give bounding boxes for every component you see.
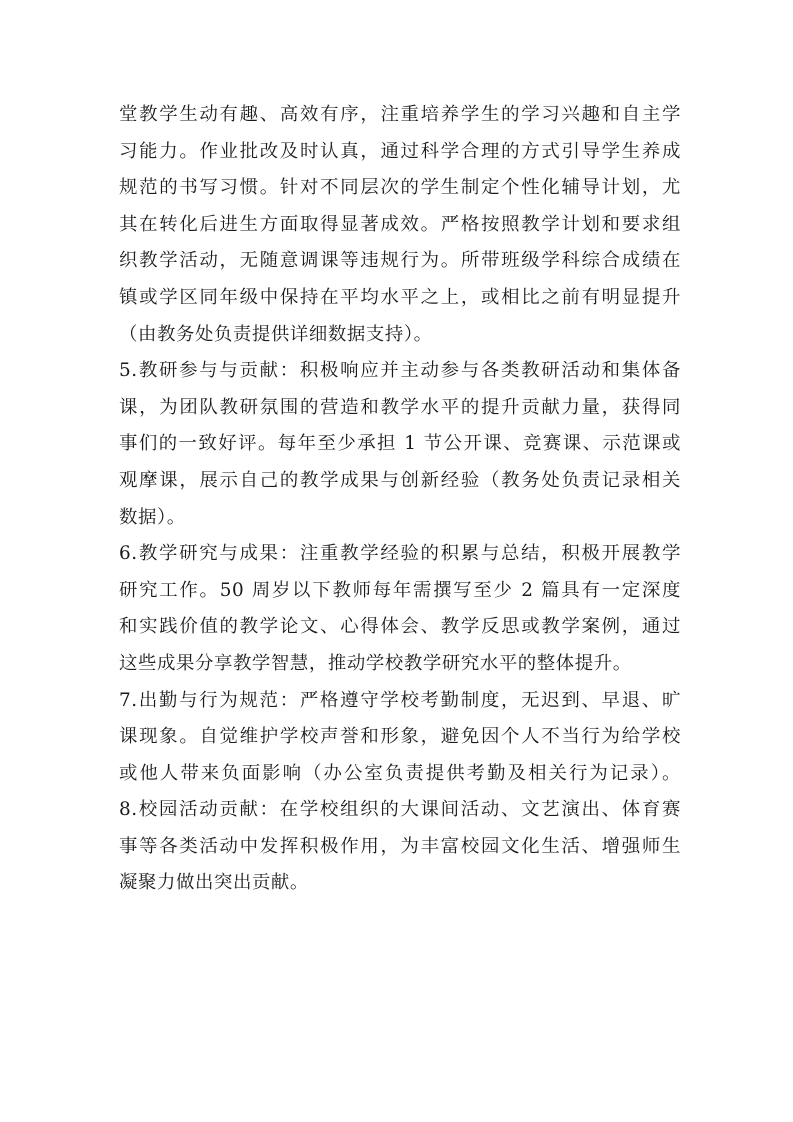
text-line: 和实践价值的教学论文、心得体会、教学反思或教学案例，通过 (119, 616, 681, 638)
text-line: 其在转化后进生方面取得显著成效。严格按照教学计划和要求组 (119, 213, 681, 235)
text-line: 课，为团队教研氛围的营造和教学水平的提升贡献力量，获得同 (119, 396, 681, 418)
text-line: 这些成果分享教学智慧，推动学校教学研究水平的整体提升。 (119, 652, 632, 674)
text-line: 事们的一致好评。每年至少承担 1 节公开课、竞赛课、示范课或 (119, 433, 681, 455)
text-line: 课现象。自觉维护学校声誉和形象，避免因个人不当行为给学校 (119, 726, 681, 748)
text-line: 观摩课，展示自己的教学成果与创新经验（教务处负责记录相关 (119, 469, 681, 491)
text-line: 凝聚力做出突出贡献。 (119, 872, 309, 894)
section-5-heading-line: 5.教研参与与贡献：积极响应并主动参与各类教研活动和集体备 (119, 360, 681, 382)
text-line: 堂教学生动有趣、高效有序，注重培养学生的学习兴趣和自主学 (119, 104, 681, 125)
text-line: （由教务处负责提供详细数据支持）。 (119, 323, 433, 345)
section-8-heading-line: 8.校园活动贡献：在学校组织的大课间活动、文艺演出、体育赛 (119, 799, 681, 821)
text-line: 数据）。 (119, 506, 186, 528)
text-line: 镇或学区同年级中保持在平均水平之上，或相比之前有明显提升 (119, 286, 681, 308)
text-line: 习能力。作业批改及时认真，通过科学合理的方式引导学生养成 (119, 140, 681, 162)
text-line: 织教学活动，无随意调课等违规行为。所带班级学科综合成绩在 (119, 250, 681, 272)
text-line: 研究工作。50 周岁以下教师每年需撰写至少 2 篇具有一定深度 (119, 579, 681, 601)
text-line: 事等各类活动中发挥积极作用，为丰富校园文化生活、增强师生 (119, 835, 681, 857)
section-6-heading-line: 6.教学研究与成果：注重教学经验的积累与总结，积极开展教学 (119, 543, 681, 565)
text-line: 规范的书写习惯。针对不同层次的学生制定个性化辅导计划，尤 (119, 177, 681, 199)
text-line: 或他人带来负面影响（办公室负责提供考勤及相关行为记录）。 (119, 762, 681, 784)
document-body (119, 97, 681, 902)
section-7-heading-line: 7.出勤与行为规范：严格遵守学校考勤制度，无迟到、早退、旷 (119, 689, 681, 711)
